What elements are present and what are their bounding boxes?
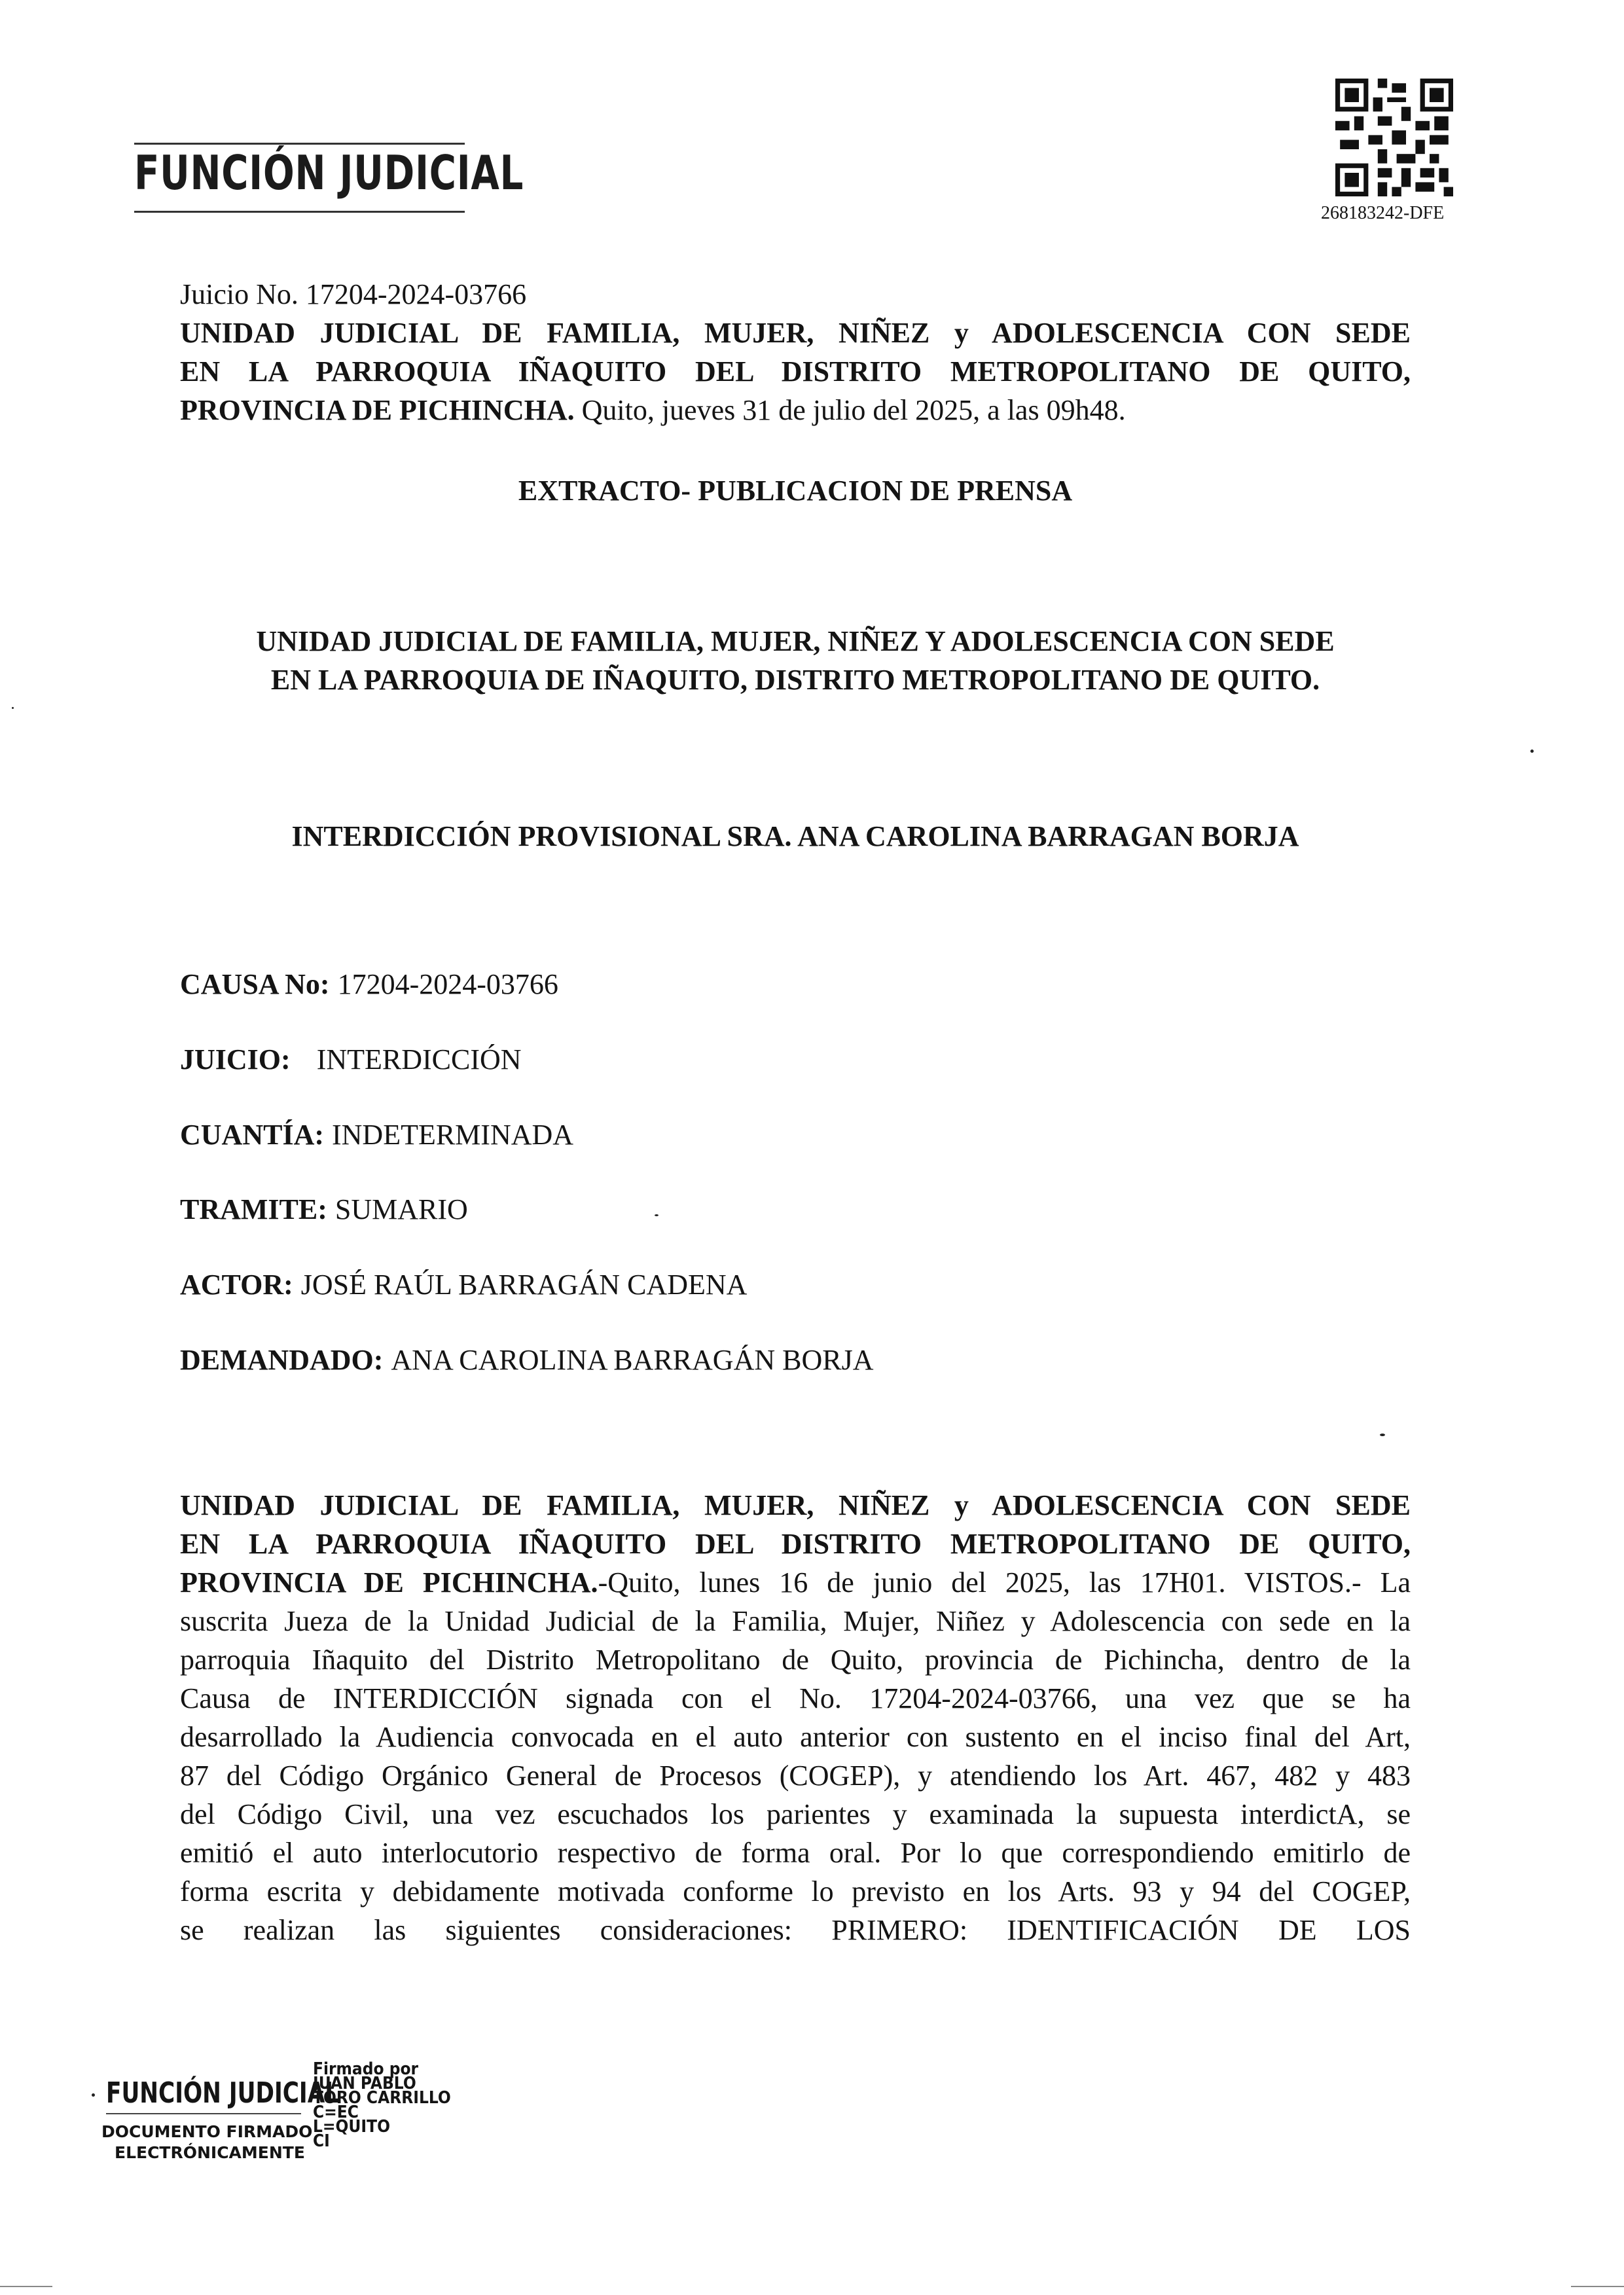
scan-edge-line xyxy=(0,2286,52,2287)
field-cuantia xyxy=(180,1118,573,1151)
field-actor xyxy=(180,1268,747,1301)
unidad-line-2: EN LA PARROQUIA IÑAQUITO DEL DISTRITO METROPOLITANO DE QUITO, xyxy=(180,355,1411,388)
body-line: parroquia Iñaquito del Distrito Metropolitano de Quito, provincia de Pichincha, dentro de la xyxy=(180,1644,1411,1676)
intro-block xyxy=(180,275,1411,429)
field-label: ACTOR: xyxy=(180,1269,293,1301)
extracto-title: EXTRACTO- PUBLICACION DE PRENSA xyxy=(518,475,1073,507)
scan-speck xyxy=(92,2093,95,2097)
footer-logo: FUNCIÓN JUDICIAL xyxy=(106,2076,340,2110)
field-value: ANA CAROLINA BARRAGÁN BORJA xyxy=(391,1344,874,1376)
unidad-heading-line-2: EN LA PARROQUIA DE IÑAQUITO, DISTRITO METROPOLITANO DE QUITO. xyxy=(270,664,1320,696)
signer-name-2: TORO CARRILLO xyxy=(313,2088,451,2108)
field-value: JOSÉ RAÚL BARRAGÁN CADENA xyxy=(300,1269,748,1301)
body-date: -Quito, lunes 16 de junio del 2025, las 17H01. VISTOS.- La xyxy=(598,1566,1411,1599)
scan-speck xyxy=(1380,1434,1385,1436)
unidad-heading xyxy=(180,622,1411,699)
signer-ci: CI xyxy=(313,2131,330,2151)
field-causa xyxy=(180,967,558,1001)
unidad-heading-line-1: UNIDAD JUDICIAL DE FAMILIA, MUJER, NIÑEZ Y ADOLESCENCIA CON SEDE xyxy=(256,625,1335,657)
body-line: forma escrita y debidamente motivada conforme lo previsto en los Arts. 93 y 94 del COGEP, xyxy=(180,1875,1411,1907)
body-heading-line-2: EN LA PARROQUIA IÑAQUITO DEL DISTRITO METROPOLITANO DE QUITO, xyxy=(180,1528,1411,1560)
field-value: INTERDICCIÓN xyxy=(316,1043,522,1075)
body-line: se realizan las siguientes consideraciones: PRIMERO: IDENTIFICACIÓN DE LOS xyxy=(180,1914,1411,1946)
unidad-line-1: UNIDAD JUDICIAL DE FAMILIA, MUJER, NIÑEZ y ADOLESCENCIA CON SEDE xyxy=(180,317,1411,349)
electronicamente-label: ELECTRÓNICAMENTE xyxy=(115,2143,305,2162)
field-label: JUICIO: xyxy=(180,1043,291,1075)
body-line: 87 del Código Orgánico General de Procesos (COGEP), y atendiendo los Art. 467, 482 y 483 xyxy=(180,1760,1411,1792)
field-value: INDETERMINADA xyxy=(332,1119,574,1151)
logo-top-rule xyxy=(134,143,465,145)
scan-speck xyxy=(655,1214,659,1216)
field-value: SUMARIO xyxy=(334,1193,468,1225)
qr-caption: 268183242-DFE xyxy=(1321,203,1445,223)
body-heading-line-1: UNIDAD JUDICIAL DE FAMILIA, MUJER, NIÑEZ y ADOLESCENCIA CON SEDE xyxy=(180,1489,1411,1521)
field-label: CUANTÍA: xyxy=(180,1119,324,1151)
field-demandado xyxy=(180,1343,874,1377)
logo-bottom-rule xyxy=(134,211,465,213)
body-line: emitió el auto interlocutorio respectivo de forma oral. Por lo que correspondiendo emitirlo de xyxy=(180,1837,1411,1869)
signer-name-1: JUAN PABLO xyxy=(313,2074,416,2093)
body-line-3 xyxy=(180,1563,1411,1602)
field-juicio xyxy=(180,1043,522,1076)
field-value: 17204-2024-03766 xyxy=(337,968,558,1000)
field-tramite xyxy=(180,1193,468,1226)
date-time: Quito, jueves 31 de julio del 2025, a las 09h48. xyxy=(574,394,1126,426)
footer-logo-rule xyxy=(106,2113,301,2114)
firmado-por: Firmado por xyxy=(313,2059,419,2079)
signer-country: C=EC xyxy=(313,2103,359,2122)
body-line: desarrollado la Audiencia convocada en el auto anterior con sustento en el inciso final del Art, xyxy=(180,1721,1411,1753)
field-label: DEMANDADO: xyxy=(180,1344,384,1376)
field-label: CAUSA No: xyxy=(180,968,330,1000)
signer-locality: L=QUITO xyxy=(313,2117,390,2137)
doc-firmado-label: DOCUMENTO FIRMADO xyxy=(101,2122,313,2141)
scan-edge-line xyxy=(1571,2286,1624,2287)
body-line: suscrita Jueza de la Unidad Judicial de la Familia, Mujer, Niñez y Adolescencia con sede en la xyxy=(180,1605,1411,1637)
body-line: Causa de INTERDICCIÓN signada con el No. 17204-2024-03766, una vez que se ha xyxy=(180,1682,1411,1714)
body-provincia: PROVINCIA DE PICHINCHA. xyxy=(180,1566,598,1599)
provincia-label: PROVINCIA DE PICHINCHA. xyxy=(180,394,575,426)
interdiccion-title: INTERDICCIÓN PROVISIONAL SRA. ANA CAROLINA BARRAGAN BORJA xyxy=(291,820,1299,852)
field-label: TRAMITE: xyxy=(180,1193,327,1225)
scan-speck xyxy=(1530,750,1534,753)
juicio-line: Juicio No. 17204-2024-03766 xyxy=(180,278,527,310)
scan-speck xyxy=(12,707,14,709)
signature-block xyxy=(313,2059,451,2151)
unidad-line-3 xyxy=(180,391,1411,429)
funcion-judicial-logo: FUNCIÓN JUDICIAL xyxy=(134,145,524,200)
body-paragraph xyxy=(180,1486,1411,1949)
qr-code-icon xyxy=(1335,79,1453,196)
body-line: del Código Civil, una vez escuchados los parientes y examinada la supuesta interdictA, se xyxy=(180,1798,1411,1830)
